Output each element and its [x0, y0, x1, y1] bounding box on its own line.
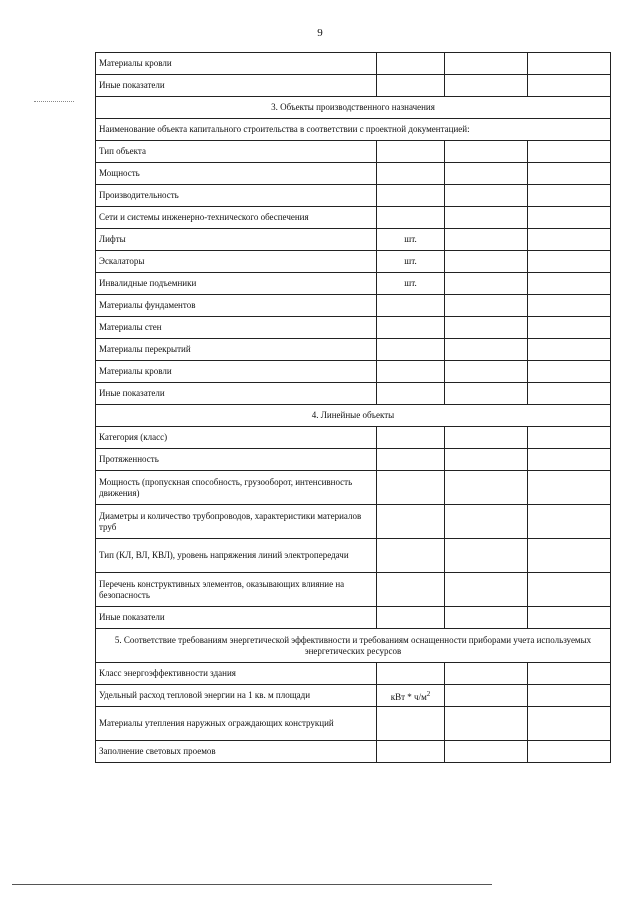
cell-actual[interactable]: [528, 207, 611, 229]
table-row: [96, 273, 611, 295]
row-unit: [377, 75, 445, 97]
cell-actual[interactable]: [528, 685, 611, 707]
cell-design[interactable]: [445, 75, 528, 97]
cell-actual[interactable]: [528, 229, 611, 251]
section-header: [96, 629, 611, 663]
table-row: [96, 53, 611, 75]
unit-text: кВт * ч/м: [390, 691, 427, 702]
table-row: [96, 505, 611, 539]
table-row: [96, 75, 611, 97]
section-header: [96, 97, 611, 119]
cell-design[interactable]: [445, 685, 528, 707]
section-header: [96, 405, 611, 427]
table-row: [96, 607, 611, 629]
section-5-title: 5. Соответствие требованиям энергетической эффективности и требованиям оснащенности приборами учета используемых энергетических ресурсов: [96, 629, 611, 663]
row-unit: [377, 427, 445, 449]
cell-design[interactable]: [445, 607, 528, 629]
table-row: [96, 663, 611, 685]
row-unit: [377, 471, 445, 505]
cell-design[interactable]: [445, 317, 528, 339]
row-unit: [377, 607, 445, 629]
cell-design[interactable]: [445, 427, 528, 449]
row-label: Иные показатели: [96, 75, 377, 97]
cell-actual[interactable]: [528, 607, 611, 629]
row-label: Мощность: [96, 163, 377, 185]
cell-actual[interactable]: [528, 141, 611, 163]
row-label: Тип (КЛ, ВЛ, КВЛ), уровень напряжения линий электропередачи: [96, 539, 377, 573]
unit-superscript: 2: [426, 689, 431, 698]
row-label: Удельный расход тепловой энергии на 1 кв. м площади: [96, 685, 377, 707]
row-unit: [377, 339, 445, 361]
table-row: [96, 295, 611, 317]
row-label: Материалы фундаментов: [96, 295, 377, 317]
row-label: Заполнение световых проемов: [96, 741, 377, 763]
table-row: [96, 427, 611, 449]
cell-actual[interactable]: [528, 741, 611, 763]
row-label: Материалы кровли: [96, 53, 377, 75]
row-unit: [377, 539, 445, 573]
table-row: [96, 741, 611, 763]
row-unit: [377, 141, 445, 163]
row-label: Материалы утепления наружных ограждающих конструкций: [96, 707, 377, 741]
table-row: [96, 339, 611, 361]
row-unit: шт.: [377, 273, 445, 295]
table-row: [96, 163, 611, 185]
row-label: Иные показатели: [96, 607, 377, 629]
cell-actual[interactable]: [528, 449, 611, 471]
row-unit: [377, 207, 445, 229]
cell-actual[interactable]: [528, 573, 611, 607]
row-label: Материалы кровли: [96, 361, 377, 383]
row-unit: [377, 707, 445, 741]
row-unit: [377, 505, 445, 539]
cell-design[interactable]: [445, 383, 528, 405]
table-row: [96, 707, 611, 741]
cell-design[interactable]: [445, 707, 528, 741]
row-label: Сети и системы инженерно-технического обеспечения: [96, 207, 377, 229]
row-unit: [377, 741, 445, 763]
row-unit: [377, 383, 445, 405]
row-unit: [377, 685, 445, 707]
table-row: [96, 471, 611, 505]
cell-design[interactable]: [445, 163, 528, 185]
cell-design[interactable]: [445, 573, 528, 607]
cell-design[interactable]: [445, 361, 528, 383]
row-label: Мощность (пропускная способность, грузооборот, интенсивность движения): [96, 471, 377, 505]
cell-actual[interactable]: [528, 427, 611, 449]
section-4-title: 4. Линейные объекты: [96, 405, 611, 427]
row-label: Эскалаторы: [96, 251, 377, 273]
cell-actual[interactable]: [528, 251, 611, 273]
cell-actual[interactable]: [528, 663, 611, 685]
row-label: Материалы перекрытий: [96, 339, 377, 361]
cell-design[interactable]: [445, 339, 528, 361]
row-unit: [377, 53, 445, 75]
cell-actual[interactable]: [528, 539, 611, 573]
table-row: [96, 207, 611, 229]
row-label: Тип объекта: [96, 141, 377, 163]
row-unit: [377, 295, 445, 317]
row-unit: [377, 361, 445, 383]
row-unit: [377, 663, 445, 685]
table-row: [96, 361, 611, 383]
cell-design[interactable]: [445, 449, 528, 471]
cell-design[interactable]: [445, 207, 528, 229]
cell-actual[interactable]: [528, 707, 611, 741]
cell-design[interactable]: [445, 295, 528, 317]
row-unit: [377, 573, 445, 607]
cell-actual[interactable]: [528, 339, 611, 361]
margin-mark: [34, 101, 74, 102]
row-label: Лифты: [96, 229, 377, 251]
table-row: [96, 449, 611, 471]
cell-design[interactable]: [445, 741, 528, 763]
table-row: [96, 539, 611, 573]
row-unit: шт.: [377, 229, 445, 251]
cell-design[interactable]: [445, 229, 528, 251]
row-unit: [377, 185, 445, 207]
bottom-rule: [12, 884, 492, 885]
table-row: [96, 251, 611, 273]
row-label: Перечень конструктивных элементов, оказывающих влияние на безопасность: [96, 573, 377, 607]
page-number: 9: [317, 27, 323, 39]
row-label: Производительность: [96, 185, 377, 207]
table-row: [96, 383, 611, 405]
cell-actual[interactable]: [528, 295, 611, 317]
cell-design[interactable]: [445, 141, 528, 163]
table-row: [96, 185, 611, 207]
cell-design[interactable]: [445, 663, 528, 685]
cell-actual[interactable]: [528, 471, 611, 505]
section-3-title: 3. Объекты производственного назначения: [96, 97, 611, 119]
cell-design[interactable]: [445, 505, 528, 539]
table-row: [96, 685, 611, 707]
cell-actual[interactable]: [528, 273, 611, 295]
indicators-table: [95, 52, 611, 763]
row-label: Материалы стен: [96, 317, 377, 339]
table-row: [96, 119, 611, 141]
row-label: Класс энергоэффективности здания: [96, 663, 377, 685]
cell-design[interactable]: [445, 53, 528, 75]
row-unit: шт.: [377, 251, 445, 273]
row-unit: [377, 449, 445, 471]
cell-design[interactable]: [445, 471, 528, 505]
object-name-row: Наименование объекта капитального строительства в соответствии с проектной документацией:: [96, 119, 611, 141]
table-row: [96, 317, 611, 339]
cell-design[interactable]: [445, 273, 528, 295]
cell-design[interactable]: [445, 539, 528, 573]
cell-actual[interactable]: [528, 185, 611, 207]
row-label: Диаметры и количество трубопроводов, характеристики материалов труб: [96, 505, 377, 539]
table-row: [96, 141, 611, 163]
cell-actual[interactable]: [528, 163, 611, 185]
cell-design[interactable]: [445, 251, 528, 273]
row-label: Инвалидные подъемники: [96, 273, 377, 295]
cell-design[interactable]: [445, 185, 528, 207]
table-row: [96, 229, 611, 251]
cell-actual[interactable]: [528, 317, 611, 339]
cell-actual[interactable]: [528, 75, 611, 97]
row-label: Протяженность: [96, 449, 377, 471]
cell-actual[interactable]: [528, 383, 611, 405]
row-label: Категория (класс): [96, 427, 377, 449]
cell-actual[interactable]: [528, 53, 611, 75]
table-row: [96, 573, 611, 607]
row-unit: [377, 163, 445, 185]
row-label: Иные показатели: [96, 383, 377, 405]
cell-actual[interactable]: [528, 505, 611, 539]
row-unit: [377, 317, 445, 339]
cell-actual[interactable]: [528, 361, 611, 383]
